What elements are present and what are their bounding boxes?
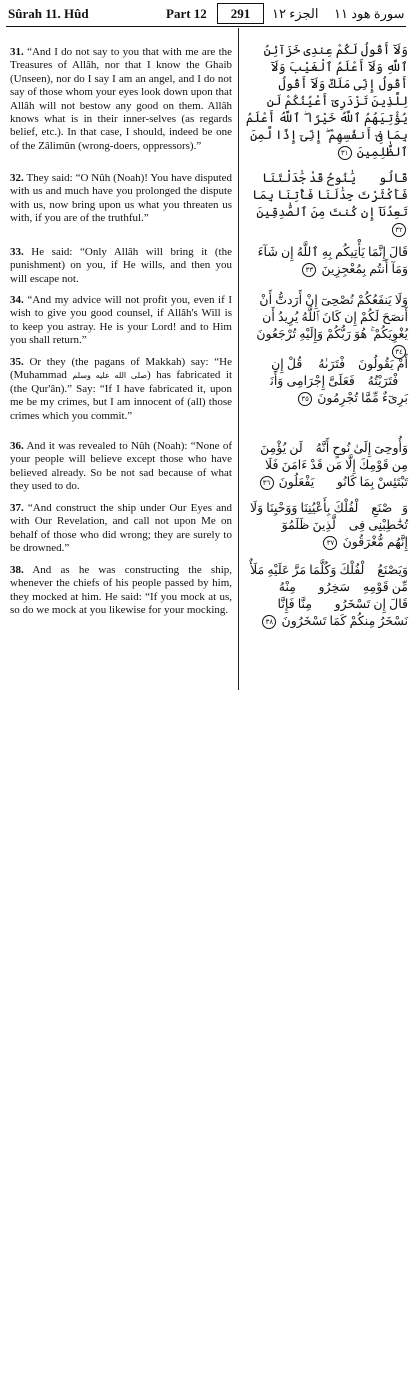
ayah-number-icon: ٣٣ [302,263,316,277]
verse-text: “And construct the ship under Our Eyes and with Our Revelation, and call not upon Me on behalf of those who did wrong; they are surely to be drowned.” [10,502,233,555]
ayah-number-icon: ٣٥ [298,392,312,406]
arabic-text: أَمْ يَقُولُونَ ٱفْتَرَىٰهُ ۖ قُلْ إِنِ ٱفْتَرَيْتُهُۥ فَعَلَىَّ إِجْرَامِى وَأَنَا۠ بَرِىٓءٌ مِّمَّا تُجْرِمُونَ [250,357,408,405]
verse-33-translation [10,246,232,286]
verse-number: 38. [10,564,24,576]
arabic-text: وَأُوحِىَ إِلَىٰ نُوحٍ أَنَّهُۥ لَن يُؤْمِنَ مِن قَوْمِكَ إِلَّا مَن قَدْ ءَامَنَ فَلَا تَبْتَئِسْ بِمَا كَانُوا۟ يَفْعَلُونَ [260,441,408,489]
arabic-text: وَيَصْنَعُ ٱلْفُلْكَ وَكُلَّمَا مَرَّ عَلَيْهِ مَلَأٌ مِّن قَوْمِهِۦ سَخِرُوا۟ مِنْهُ ۚ قَالَ إِن تَسْخَرُوا۟ مِنَّا فَإِنَّا نَسْخَرُ مِنكُمْ كَمَا تَسْخَرُونَ [250,563,408,628]
verse-38-translation [10,564,232,618]
verse-number: 33. [10,246,24,258]
verse-35-translation [10,356,232,423]
part-label: Part 12 [166,6,207,21]
verse-31-arabic [245,42,408,161]
page-number: 291 [217,3,264,24]
arabic-text: قَالَ إِنَّمَا يَأْتِيكُم بِهِ ٱللَّهُ إِن شَآءَ وَمَآ أَنتُم بِمُعْجِزِينَ [257,245,408,276]
verse-number: 35. [10,356,24,368]
verse-text: “And I do not say to you that with me are the Treasures of Allâh, nor that I know the Ghaib (Unseen), nor do I say I am an angel, and I do not say of those whom your eyes look down upon that Allâh will not bestow any good on them. Allâh knows what is in their inner-selves (as regards belief, etc.). In that case, I should, indeed be one of the Zâlimûn (wrong-doers, oppressors).” [10,46,233,152]
arabic-text: قَالُوا۟ يَٰنُوحُ قَدْ جَٰدَلْتَنَا فَأَكْثَرْتَ جِدَٰلَنَا فَأْتِنَا بِمَا تَعِدُنَآ إِن كُنتَ مِنَ ٱلصَّٰدِقِينَ [252,171,408,219]
verse-31-translation [10,46,232,153]
verse-33-arabic [245,244,408,278]
verse-text: He said: “Only Allâh will bring it (the punishment) on you, if He wills, and then you will escape not. [10,246,232,285]
verse-32-arabic [245,170,408,238]
verse-text: And it was revealed to Nûh (Noah): “None of your people will believe except those who have believed already. So be not sad because of what they used to do. [10,440,232,493]
verse-text: They said: “O Nûh (Noah)! You have disputed with us and much have you prolonged the dispute with us, now bring upon us what you threaten us with, if you are of the truthful.” [10,172,232,225]
arabic-text: وَلَآ أَقُولُ لَكُمْ عِندِى خَزَآئِنُ ٱللَّهِ وَلَآ أَعْلَمُ ٱلْغَيْبَ وَلَآ أَقُولُ إِنِّى مَلَكٌ وَلَآ أَقُولُ لِلَّذِينَ تَزْدَرِىٓ أَعْيُنُكُمْ لَن يُؤْتِيَهُمُ ٱللَّهُ خَيْرًا ۖ ٱللَّهُ أَعْلَمُ بِمَا فِىٓ أَنفُسِهِمْ ۖ إِنِّىٓ إِذًا لَّمِنَ ٱلظَّٰلِمِينَ [245,43,408,159]
arabic-text: وَلَا يَنفَعُكُمْ نُصْحِىٓ إِنْ أَرَدتُّ أَنْ أَنصَحَ لَكُمْ إِن كَانَ ٱللَّهُ يُرِيدُ أَن يُغْوِيَكُمْ ۚ هُوَ رَبُّكُمْ وَإِلَيْهِ تُرْجَعُونَ [256,293,408,341]
ayah-number-icon: ٣٦ [260,476,274,490]
verse-34-translation [10,294,232,348]
verse-number: 36. [10,440,24,452]
verse-36-translation [10,440,232,494]
page-header [6,4,406,27]
verse-text: “And my advice will not profit you, even if I wish to give you good counsel, if Allâh's Will is to keep you astray. He is your Lord! and to Him you shall return.” [10,294,233,347]
verse-text-after: ) has fabricated it (the Qur'ân).” Say: “If I have fabricated it, upon me be my crimes, but I am innocent of (all) those crimes which you commit.” [10,369,232,422]
arabic-part-label: الجزء ١٢ [272,6,319,21]
verse-36-arabic [245,440,408,491]
honorific-text: صلى الله عليه وسلم [72,371,148,381]
ayah-number-icon: ٣٢ [392,223,406,237]
verse-37-translation [10,502,232,556]
column-divider [238,28,239,690]
verse-number: 37. [10,502,24,514]
verse-text-before: Or they (the pagans of Makkah) say: “He (Muhammad [10,356,232,382]
verse-number: 34. [10,294,24,306]
ayah-number-icon: ٣٤ [392,345,406,359]
verse-number: 31. [10,46,24,58]
surah-title: Sûrah 11. Hûd [8,6,89,21]
ayah-number-icon: ٣١ [338,146,352,160]
verse-38-arabic [245,562,408,630]
verse-37-arabic [245,500,408,551]
verse-text: And as he was constructing the ship, whenever the chiefs of his people passed by him, they mocked at him. He said: “If you mock at us, so do we mock at you likewise for your mocking. [10,564,232,617]
verse-35-arabic [245,356,408,407]
verse-34-arabic [245,292,408,360]
verse-32-translation [10,172,232,226]
arabic-text: وَٱصْنَعِ ٱلْفُلْكَ بِأَعْيُنِنَا وَوَحْيِنَا وَلَا تُخَٰطِبْنِى فِى ٱلَّذِينَ ظَلَمُوٓا۟ ۚ إِنَّهُم مُّغْرَقُونَ [249,501,408,549]
ayah-number-icon: ٣٧ [323,536,337,550]
ayah-number-icon: ٣٨ [262,615,276,629]
verse-number: 32. [10,172,24,184]
arabic-surah-title: سورة هود ١١ [334,6,405,21]
